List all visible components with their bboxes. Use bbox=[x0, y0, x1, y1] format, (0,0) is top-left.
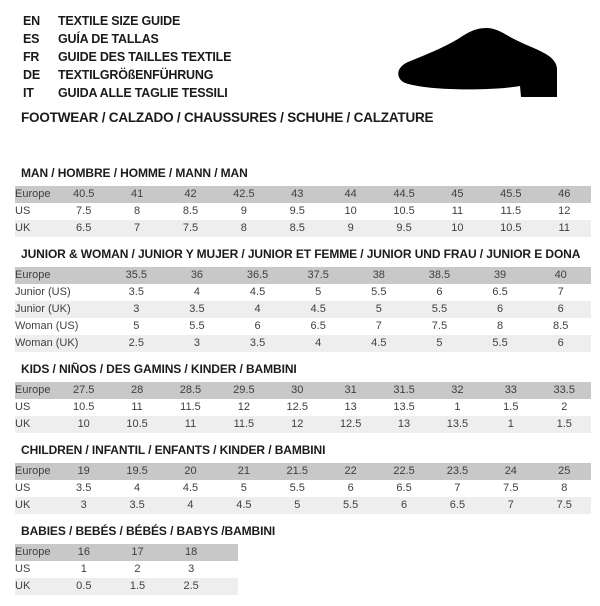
size-value: 10 bbox=[431, 220, 484, 237]
size-value: 5 bbox=[271, 497, 324, 514]
size-value: 45 bbox=[431, 186, 484, 203]
size-row-label: Europe bbox=[15, 382, 57, 399]
size-row-label: Woman (US) bbox=[15, 318, 106, 335]
size-value: 7 bbox=[110, 220, 163, 237]
size-row bbox=[15, 382, 591, 399]
spacer-cell bbox=[218, 578, 238, 595]
size-value: 8 bbox=[110, 203, 163, 220]
size-value: 3.5 bbox=[227, 335, 288, 352]
size-value: 12 bbox=[217, 399, 270, 416]
size-value: 10.5 bbox=[57, 399, 110, 416]
language-code: EN bbox=[23, 14, 40, 28]
size-value: 38 bbox=[349, 267, 410, 284]
size-value: 6 bbox=[324, 480, 377, 497]
size-value: 10.5 bbox=[484, 220, 537, 237]
size-value: 1.5 bbox=[111, 578, 165, 595]
size-value: 1 bbox=[431, 399, 484, 416]
size-row-label: UK bbox=[15, 416, 57, 433]
size-value: 8.5 bbox=[530, 318, 591, 335]
language-label: TEXTILE SIZE GUIDE bbox=[58, 14, 181, 28]
language-code: DE bbox=[23, 68, 40, 82]
size-row bbox=[15, 203, 591, 220]
size-value: 6 bbox=[530, 301, 591, 318]
size-value: 23.5 bbox=[431, 463, 484, 480]
language-code: ES bbox=[23, 32, 40, 46]
size-value: 8 bbox=[538, 480, 591, 497]
size-value: 11 bbox=[431, 203, 484, 220]
size-value: 31.5 bbox=[377, 382, 430, 399]
size-table-babies bbox=[15, 544, 238, 595]
size-value: 3 bbox=[106, 301, 167, 318]
size-value: 5.5 bbox=[409, 301, 470, 318]
language-code: IT bbox=[23, 86, 34, 100]
size-row-label: UK bbox=[15, 578, 57, 595]
size-value: 33.5 bbox=[538, 382, 591, 399]
size-value: 42.5 bbox=[217, 186, 270, 203]
size-row bbox=[15, 318, 591, 335]
language-label: GUIDA ALLE TAGLIE TESSILI bbox=[58, 86, 228, 100]
size-value: 6.5 bbox=[288, 318, 349, 335]
size-section-kids bbox=[15, 363, 591, 433]
size-value: 27.5 bbox=[57, 382, 110, 399]
size-value: 3 bbox=[167, 335, 228, 352]
language-label: TEXTILGRÖßENFÜHRUNG bbox=[58, 68, 214, 82]
size-value: 9.5 bbox=[377, 220, 430, 237]
size-value: 3.5 bbox=[110, 497, 163, 514]
size-row-label: UK bbox=[15, 497, 57, 514]
size-value: 21 bbox=[217, 463, 270, 480]
size-row-label: Junior (UK) bbox=[15, 301, 106, 318]
size-value: 4 bbox=[164, 497, 217, 514]
size-value: 38.5 bbox=[409, 267, 470, 284]
size-section-man bbox=[15, 167, 591, 237]
size-value: 44.5 bbox=[377, 186, 430, 203]
size-value: 21.5 bbox=[271, 463, 324, 480]
size-value: 3.5 bbox=[106, 284, 167, 301]
language-row bbox=[23, 84, 231, 102]
size-row bbox=[15, 220, 591, 237]
size-value: 5.5 bbox=[470, 335, 531, 352]
size-row-label: Europe bbox=[15, 463, 57, 480]
size-value: 13 bbox=[377, 416, 430, 433]
size-value: 13 bbox=[324, 399, 377, 416]
size-value: 22 bbox=[324, 463, 377, 480]
size-value: 6 bbox=[377, 497, 430, 514]
size-value: 4.5 bbox=[164, 480, 217, 497]
size-value: 6.5 bbox=[470, 284, 531, 301]
size-value: 4 bbox=[167, 284, 228, 301]
size-value: 22.5 bbox=[377, 463, 430, 480]
size-value: 7.5 bbox=[409, 318, 470, 335]
size-value: 4.5 bbox=[227, 284, 288, 301]
size-value: 5.5 bbox=[167, 318, 228, 335]
size-value: 8.5 bbox=[271, 220, 324, 237]
size-row bbox=[15, 267, 591, 284]
size-value: 20 bbox=[164, 463, 217, 480]
size-value: 10.5 bbox=[110, 416, 163, 433]
size-value: 4 bbox=[227, 301, 288, 318]
size-value: 6 bbox=[409, 284, 470, 301]
size-row bbox=[15, 335, 591, 352]
size-value: 42 bbox=[164, 186, 217, 203]
section-title: CHILDREN / INFANTIL / ENFANTS / KINDER / BAMBINI bbox=[21, 443, 326, 457]
size-value: 11 bbox=[538, 220, 591, 237]
size-value: 11.5 bbox=[217, 416, 270, 433]
size-value: 31 bbox=[324, 382, 377, 399]
category-line: FOOTWEAR / CALZADO / CHAUSSURES / SCHUHE / CALZATURE bbox=[21, 110, 434, 125]
size-value: 1.5 bbox=[484, 399, 537, 416]
size-row bbox=[15, 284, 591, 301]
size-value: 37.5 bbox=[288, 267, 349, 284]
size-value: 0.5 bbox=[57, 578, 111, 595]
size-value: 45.5 bbox=[484, 186, 537, 203]
language-row bbox=[23, 30, 231, 48]
size-value: 5 bbox=[106, 318, 167, 335]
section-title: BABIES / BEBÉS / BÉBÉS / BABYS /BAMBINI bbox=[21, 524, 276, 538]
size-value: 28 bbox=[110, 382, 163, 399]
size-row bbox=[15, 497, 591, 514]
size-row-label: Europe bbox=[15, 544, 57, 561]
size-value: 6 bbox=[530, 335, 591, 352]
language-row bbox=[23, 48, 231, 66]
size-value: 2 bbox=[538, 399, 591, 416]
section-title: JUNIOR & WOMAN / JUNIOR Y MUJER / JUNIOR ET FEMME / JUNIOR UND FRAU / JUNIOR E DONA bbox=[21, 247, 581, 261]
size-row-label: US bbox=[15, 399, 57, 416]
size-row-label: Woman (UK) bbox=[15, 335, 106, 352]
size-row bbox=[15, 416, 591, 433]
size-row bbox=[15, 186, 591, 203]
size-value: 6.5 bbox=[57, 220, 110, 237]
language-label: GUIDE DES TAILLES TEXTILE bbox=[58, 50, 232, 64]
size-value: 5 bbox=[349, 301, 410, 318]
size-section-babies bbox=[15, 525, 591, 595]
size-value: 28.5 bbox=[164, 382, 217, 399]
size-row bbox=[15, 399, 591, 416]
size-value: 2.5 bbox=[164, 578, 218, 595]
size-value: 7 bbox=[484, 497, 537, 514]
size-value: 8 bbox=[217, 220, 270, 237]
size-value: 41 bbox=[110, 186, 163, 203]
size-value: 12 bbox=[271, 416, 324, 433]
size-row bbox=[15, 480, 591, 497]
size-value: 10 bbox=[57, 416, 110, 433]
size-value: 39 bbox=[470, 267, 531, 284]
size-value: 7.5 bbox=[484, 480, 537, 497]
dress-shoe-icon bbox=[393, 20, 577, 102]
section-title: KIDS / NIÑOS / DES GAMINS / KINDER / BAMBINI bbox=[21, 362, 297, 376]
size-value: 6 bbox=[227, 318, 288, 335]
size-value: 29.5 bbox=[217, 382, 270, 399]
size-section-junior-woman bbox=[15, 248, 591, 352]
size-row bbox=[15, 544, 238, 561]
size-value: 10.5 bbox=[377, 203, 430, 220]
size-value: 5.5 bbox=[324, 497, 377, 514]
size-value: 12 bbox=[538, 203, 591, 220]
size-row-label: UK bbox=[15, 220, 57, 237]
size-value: 19 bbox=[57, 463, 110, 480]
spacer-cell bbox=[218, 561, 238, 578]
size-value: 11 bbox=[110, 399, 163, 416]
size-value: 9.5 bbox=[271, 203, 324, 220]
size-value: 7 bbox=[530, 284, 591, 301]
size-row bbox=[15, 578, 238, 595]
size-value: 8 bbox=[470, 318, 531, 335]
size-value: 46 bbox=[538, 186, 591, 203]
size-value: 9 bbox=[324, 220, 377, 237]
size-value: 43 bbox=[271, 186, 324, 203]
size-row bbox=[15, 301, 591, 318]
language-label: GUÍA DE TALLAS bbox=[58, 32, 159, 46]
size-row-label: Europe bbox=[15, 186, 57, 203]
language-list bbox=[23, 12, 231, 102]
size-value: 4 bbox=[288, 335, 349, 352]
size-value: 3 bbox=[164, 561, 218, 578]
size-value: 5 bbox=[217, 480, 270, 497]
size-row-label: US bbox=[15, 561, 57, 578]
language-code: FR bbox=[23, 50, 40, 64]
size-row-label: US bbox=[15, 203, 57, 220]
size-value: 4 bbox=[110, 480, 163, 497]
size-value: 7.5 bbox=[57, 203, 110, 220]
size-value: 18 bbox=[164, 544, 218, 561]
size-value: 7.5 bbox=[538, 497, 591, 514]
size-value: 25 bbox=[538, 463, 591, 480]
size-row bbox=[15, 463, 591, 480]
size-value: 12.5 bbox=[271, 399, 324, 416]
size-tables bbox=[15, 167, 591, 606]
size-value: 3 bbox=[57, 497, 110, 514]
size-value: 1.5 bbox=[538, 416, 591, 433]
size-value: 19.5 bbox=[110, 463, 163, 480]
size-value: 6.5 bbox=[431, 497, 484, 514]
size-value: 24 bbox=[484, 463, 537, 480]
section-title: MAN / HOMBRE / HOMME / MANN / MAN bbox=[21, 166, 248, 180]
size-value: 36 bbox=[167, 267, 228, 284]
size-table-man bbox=[15, 186, 591, 237]
size-value: 12.5 bbox=[324, 416, 377, 433]
size-value: 8.5 bbox=[164, 203, 217, 220]
size-value: 9 bbox=[217, 203, 270, 220]
size-value: 11 bbox=[164, 416, 217, 433]
size-value: 35.5 bbox=[106, 267, 167, 284]
size-section-children bbox=[15, 444, 591, 514]
size-value: 4.5 bbox=[349, 335, 410, 352]
size-value: 11.5 bbox=[164, 399, 217, 416]
language-row bbox=[23, 12, 231, 30]
size-table-kids bbox=[15, 382, 591, 433]
size-value: 17 bbox=[111, 544, 165, 561]
size-value: 16 bbox=[57, 544, 111, 561]
size-value: 13.5 bbox=[377, 399, 430, 416]
size-value: 5.5 bbox=[349, 284, 410, 301]
size-value: 32 bbox=[431, 382, 484, 399]
size-value: 1 bbox=[484, 416, 537, 433]
size-row-label: US bbox=[15, 480, 57, 497]
size-value: 2 bbox=[111, 561, 165, 578]
size-value: 7 bbox=[349, 318, 410, 335]
size-value: 6.5 bbox=[377, 480, 430, 497]
size-value: 5 bbox=[409, 335, 470, 352]
size-value: 40.5 bbox=[57, 186, 110, 203]
size-row-label: Europe bbox=[15, 267, 106, 284]
size-value: 4.5 bbox=[217, 497, 270, 514]
size-value: 11.5 bbox=[484, 203, 537, 220]
size-table-children bbox=[15, 463, 591, 514]
size-value: 5 bbox=[288, 284, 349, 301]
size-value: 7.5 bbox=[164, 220, 217, 237]
size-value: 10 bbox=[324, 203, 377, 220]
size-value: 13.5 bbox=[431, 416, 484, 433]
size-row bbox=[15, 561, 238, 578]
size-value: 44 bbox=[324, 186, 377, 203]
spacer-cell bbox=[218, 544, 238, 561]
size-value: 5.5 bbox=[271, 480, 324, 497]
size-value: 7 bbox=[431, 480, 484, 497]
size-value: 1 bbox=[57, 561, 111, 578]
size-table-junior-woman bbox=[15, 267, 591, 352]
size-row-label: Junior (US) bbox=[15, 284, 106, 301]
size-value: 40 bbox=[530, 267, 591, 284]
size-value: 2.5 bbox=[106, 335, 167, 352]
language-row bbox=[23, 66, 231, 84]
size-value: 3.5 bbox=[57, 480, 110, 497]
size-value: 33 bbox=[484, 382, 537, 399]
size-value: 4.5 bbox=[288, 301, 349, 318]
size-value: 30 bbox=[271, 382, 324, 399]
size-value: 36.5 bbox=[227, 267, 288, 284]
size-value: 6 bbox=[470, 301, 531, 318]
size-value: 3.5 bbox=[167, 301, 228, 318]
